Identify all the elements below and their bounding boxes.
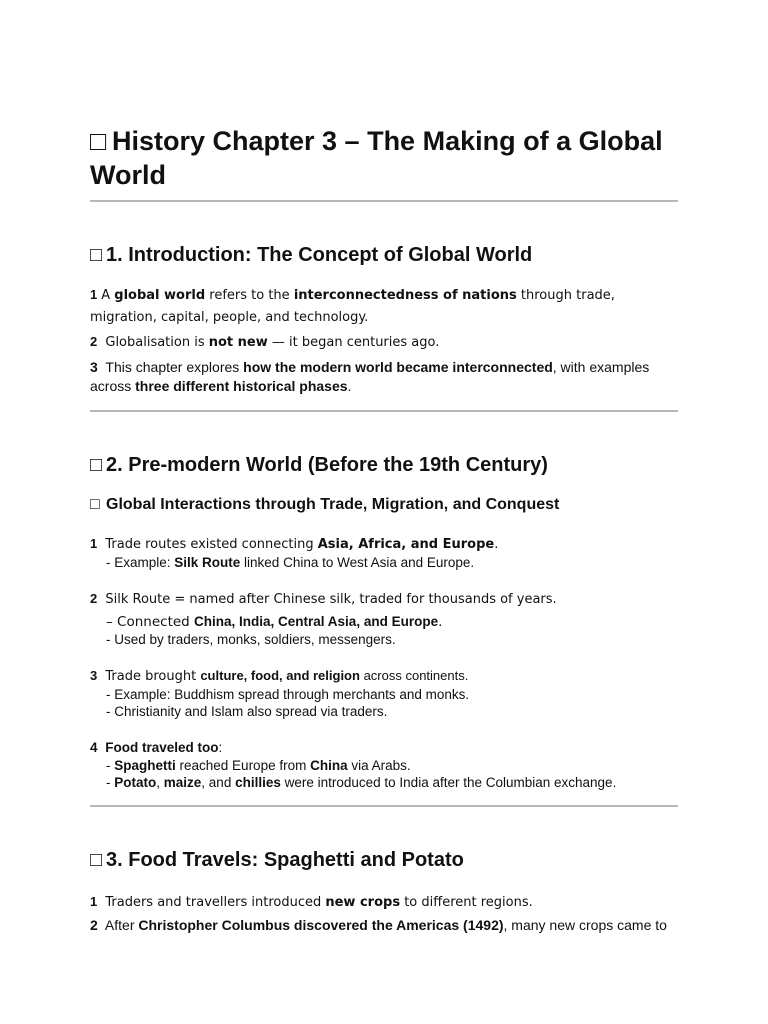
text-run: -	[106, 775, 115, 790]
text-run: linked China to West Asia and Europe.	[240, 555, 475, 570]
box-icon: □	[90, 849, 103, 871]
text-run: .	[494, 537, 499, 552]
text-run: - Example:	[106, 555, 175, 570]
text-run: Traders and travellers introduced	[101, 895, 326, 910]
text-run: Globalisation is	[101, 335, 209, 350]
divider	[90, 805, 678, 807]
paragraph	[90, 916, 678, 935]
section-heading-text: 3. Food Travels: Spaghetti and Potato	[106, 849, 464, 871]
text-run: through trade, migration, capital, people, and technology.	[90, 288, 615, 325]
paragraph	[90, 891, 678, 914]
box-icon: □	[90, 496, 100, 513]
bold-run: Food traveled too	[101, 740, 219, 755]
list-item	[90, 738, 678, 757]
text-run: - Example: Buddhism spread through merchants and monks.	[106, 687, 470, 702]
bold-run: chillies	[235, 775, 281, 790]
text-run: -	[106, 758, 115, 773]
item-number: 2	[90, 591, 98, 606]
bold-run: maize	[163, 775, 202, 790]
text-run: - Used by traders, monks, soldiers, messengers.	[106, 632, 396, 647]
section-heading-text: 1. Introduction: The Concept of Global World	[106, 244, 533, 266]
text-run: .	[347, 378, 352, 394]
section-heading-1	[90, 242, 678, 268]
text-run: Trade routes existed connecting	[101, 537, 318, 552]
bold-run: not new	[208, 335, 268, 350]
subsection-heading-text: Global Interactions through Trade, Migration, and Conquest	[106, 496, 560, 513]
text-run: - Christianity and Islam also spread via traders.	[106, 704, 388, 719]
sub-item	[106, 631, 678, 648]
divider	[90, 200, 678, 202]
bold-run: Spaghetti	[114, 758, 176, 773]
page-title-text: History Chapter 3 – The Making of a Global World	[90, 126, 663, 190]
text-run: , and	[201, 775, 236, 790]
item-number: 1	[90, 894, 98, 909]
text-run: – Connected	[106, 614, 195, 630]
section-heading-text: 2. Pre-modern World (Before the 19th Century)	[106, 454, 548, 476]
text-run: :	[218, 740, 223, 755]
item-number: 4	[90, 740, 98, 755]
document-content	[90, 124, 678, 935]
box-icon: □	[90, 244, 103, 266]
bold-run: China	[310, 758, 348, 773]
bold-run: Christopher Columbus discovered the Americas (1492)	[138, 917, 504, 933]
item-number: 1	[90, 536, 98, 551]
bold-run: new crops	[325, 895, 401, 910]
bold-run: interconnectedness of nations	[293, 288, 517, 303]
item-number: 1	[90, 287, 98, 302]
section-heading-3	[90, 847, 678, 873]
item-number: 2	[90, 334, 98, 349]
text-run: across continents.	[359, 668, 469, 683]
text-run: via Arabs.	[347, 758, 411, 773]
text-run: Silk Route = named after Chinese silk, traded for thousands of years.	[101, 592, 557, 607]
text-run: .	[438, 614, 443, 630]
list-item	[90, 589, 678, 609]
bold-run: how the modern world became interconnected	[243, 359, 553, 375]
bold-run: Asia, Africa, and Europe	[317, 537, 495, 552]
bold-run: global world	[114, 288, 206, 303]
text-run: After	[101, 917, 139, 933]
subsection-heading	[90, 494, 678, 516]
sub-item	[106, 613, 678, 631]
text-run: were introduced to India after the Columbian exchange.	[280, 775, 617, 790]
bold-run: Silk Route	[174, 555, 241, 570]
sub-item	[106, 703, 678, 720]
text-run: to different regions.	[400, 895, 533, 910]
divider	[90, 410, 678, 412]
item-number: 2	[90, 917, 98, 933]
text-run: — it began centuries ago.	[267, 335, 440, 350]
bold-run: three different historical phases	[135, 378, 348, 394]
item-number: 3	[90, 668, 98, 683]
text-run: , with examples across	[90, 359, 650, 394]
bold-run: China, India, Central Asia, and Europe	[194, 614, 439, 629]
bold-run: Potato	[114, 775, 157, 790]
text-run: ,	[156, 775, 164, 790]
sub-item	[106, 757, 678, 774]
page-title	[90, 124, 678, 192]
item-number: 3	[90, 359, 98, 375]
text-run: refers to the	[205, 288, 294, 303]
list-item	[90, 666, 678, 686]
text-run: A	[101, 288, 115, 303]
sub-item	[106, 686, 678, 703]
paragraph	[90, 358, 678, 396]
text-run: , many new crops came to	[503, 917, 667, 933]
text-run: Trade brought	[101, 669, 201, 684]
box-icon: □	[90, 454, 103, 476]
sub-item	[106, 774, 678, 791]
text-run: This chapter explores	[101, 359, 244, 375]
paragraph	[90, 331, 678, 354]
list-item	[90, 534, 678, 554]
section-heading-2	[90, 452, 678, 478]
text-run: reached Europe from	[175, 758, 311, 773]
box-icon: □	[90, 126, 107, 156]
sub-item	[106, 554, 678, 571]
paragraph	[90, 284, 678, 329]
bold-run: culture, food, and religion	[200, 668, 360, 683]
